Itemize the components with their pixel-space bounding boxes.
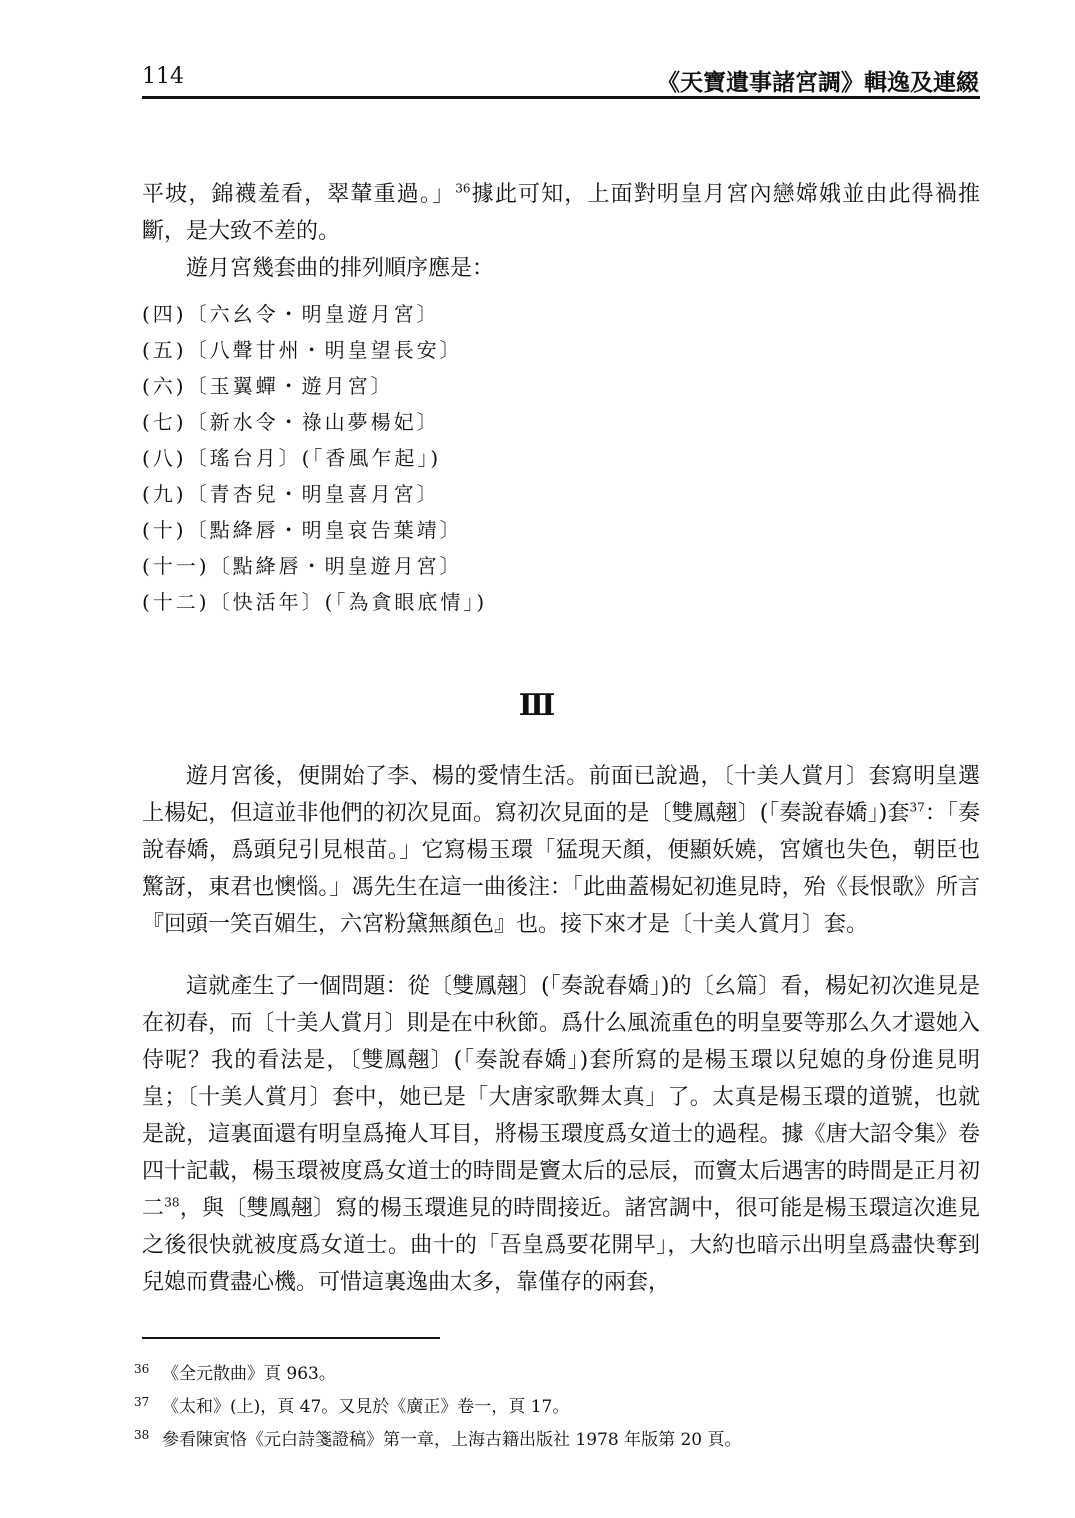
- footnote-text: 參看陳寅恪《元白詩箋證稿》第一章，上海古籍出版社 1978 年版第 20 頁。: [162, 1430, 742, 1450]
- footnote-number: 37: [134, 1395, 150, 1409]
- list-item: (十)〔點絳唇・明皇哀告葉靖〕: [142, 518, 463, 542]
- list-item: (十二)〔快活年〕(「為貪眼底情」): [142, 590, 488, 614]
- footnotes: [134, 1358, 742, 1457]
- list-item: (九)〔青杏兒・明皇喜月宮〕: [142, 482, 440, 506]
- footnote-ref-36[interactable]: 36: [455, 181, 471, 196]
- footnote-rule: [142, 1337, 440, 1339]
- running-title: 《天寶遺事諸宮調》輯逸及連綴: [657, 69, 979, 96]
- suite-list: [142, 296, 487, 620]
- header-rule: [142, 96, 980, 99]
- footnote: [134, 1358, 742, 1391]
- list-item: (八)〔瑤台月〕(「香風乍起」): [142, 446, 442, 470]
- list-item: (十一)〔點絳唇・明皇遊月宮〕: [142, 554, 463, 578]
- paragraph-text: 據此可知，上面對明皇月宮內戀嫦娥並由此得禍推斷，是大致不差的。: [142, 182, 980, 244]
- footnote-number: 38: [134, 1428, 150, 1442]
- footnote-ref-37[interactable]: 37: [909, 800, 925, 815]
- paragraph-text: 遊月宮後，便開始了李、楊的愛情生活。前面已說過，〔十美人賞月〕套寫明皇選上楊妃，但這並非他們的初次見面。寫初次見面的是〔雙鳳翹〕(「奏說春嬌」)套: [142, 764, 980, 826]
- paragraph: [142, 968, 980, 1301]
- paragraph-text: 平坡，錦襪羞看，翠輦重過。」: [142, 182, 456, 207]
- paragraph-text: ，與〔雙鳳翹〕寫的楊玉環進見的時間接近。諸宮調中，很可能是楊玉環這次進見之後很快就被度爲女道士。曲十的「吾皇爲要花開早」，大約也暗示出明皇爲盡快奪到兒媳而費盡心機。可惜這裏逸曲太多，靠僅存的兩套，: [142, 1196, 980, 1295]
- list-item: (五)〔八聲甘州・明皇望長安〕: [142, 338, 463, 362]
- section-heading: Ⅲ: [518, 688, 557, 723]
- footnote: [134, 1424, 742, 1457]
- list-item: (七)〔新水令・祿山夢楊妃〕: [142, 410, 440, 434]
- paragraph-list-intro: 遊月宮幾套曲的排列順序應是：: [186, 256, 495, 281]
- footnote-text: 《太和》(上)，頁 47。又見於《廣正》卷一，頁 17。: [162, 1397, 570, 1417]
- footnote-ref-38[interactable]: 38: [164, 1195, 180, 1210]
- paragraph: [142, 758, 980, 943]
- footnote-number: 36: [134, 1362, 150, 1376]
- list-item: (六)〔玉翼蟬・遊月宮〕: [142, 374, 394, 398]
- page-number: 114: [142, 64, 184, 89]
- paragraph-text: ：「奏說春嬌，爲頭兒引見根苗。」它寫楊玉環「猛現天顏，便顯妖嬈，宮嬪也失色，朝臣也驚訝，東君也懊惱。」馮先生在這一曲後注：「此曲蓋楊妃初進見時，殆《長恨歌》所言『回頭一笑百媚生，六宮粉黛無顏色』也。接下來才是〔十美人賞月〕套。: [142, 801, 980, 937]
- list-item: (四)〔六幺令・明皇遊月宮〕: [142, 302, 440, 326]
- paragraph-continuation: [142, 176, 980, 250]
- paragraph-text: 這就產生了一個問題：從〔雙鳳翹〕(「奏說春嬌」)的〔幺篇〕看，楊妃初次進見是在初春，而〔十美人賞月〕則是在中秋節。爲什么風流重色的明皇要等那么久才還她入侍呢？我的看法是，〔雙鳳翹〕(「奏說春嬌」)套所寫的是楊玉環以兒媳的身份進見明皇；〔十美人賞月〕套中，她已是「大唐家歌舞太真」了。太真是楊玉環的道號，也就是說，這裏面還有明皇爲掩人耳目，將楊玉環度爲女道士的過程。據《唐大詔令集》卷四十記載，楊玉環被度爲女道士的時間是竇太后的忌辰，而竇太后遇害的時間是正月初二: [142, 974, 980, 1221]
- footnote-text: 《全元散曲》頁 963。: [162, 1364, 336, 1384]
- footnote: [134, 1391, 742, 1424]
